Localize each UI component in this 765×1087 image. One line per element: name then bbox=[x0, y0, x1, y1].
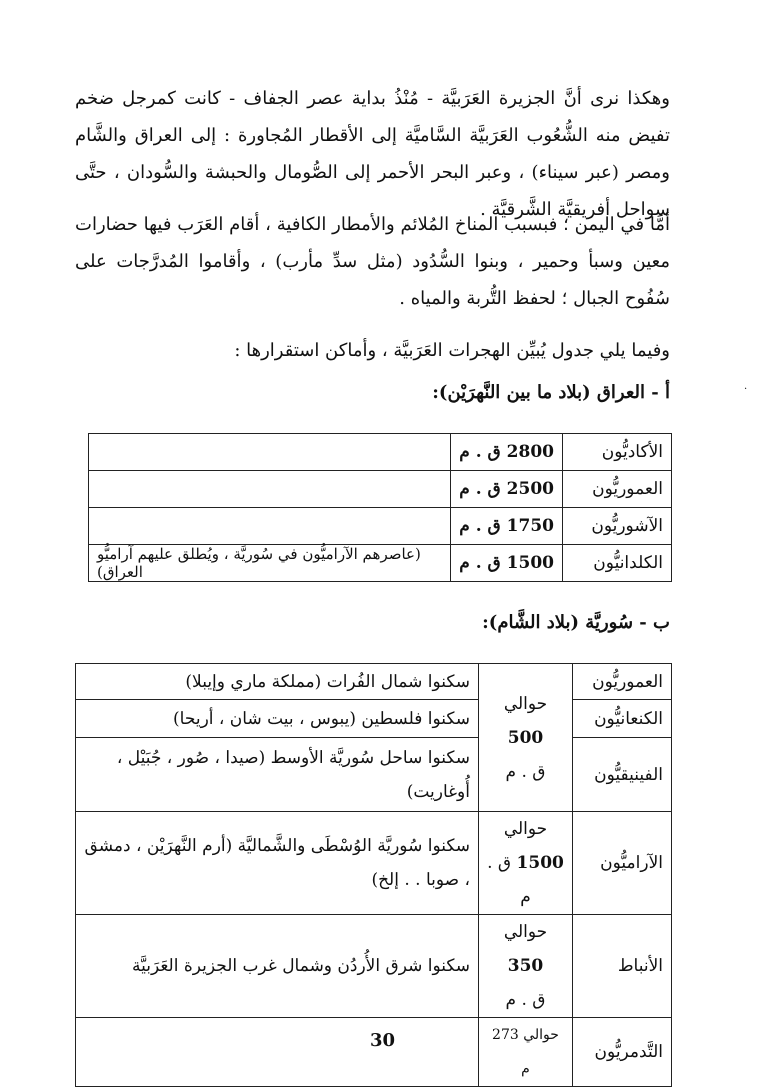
cell-date bbox=[451, 471, 563, 508]
table-syria bbox=[75, 663, 672, 1087]
table-row bbox=[76, 738, 672, 812]
date-year: 350 bbox=[507, 956, 544, 976]
cell-people: العموريُّون bbox=[563, 471, 672, 508]
page-number: 30 bbox=[369, 1030, 396, 1051]
cell-people: الآراميُّون bbox=[573, 812, 672, 915]
table-iraq bbox=[88, 433, 672, 582]
date-era: ق . م bbox=[505, 761, 546, 782]
date-year: 2500 bbox=[506, 479, 554, 499]
table-row bbox=[76, 915, 672, 1018]
date-era: ق . م bbox=[459, 516, 501, 536]
table-row bbox=[89, 545, 672, 582]
cell-people: الفينيقيُّون bbox=[573, 738, 672, 812]
table-row bbox=[76, 664, 672, 700]
cell-people: الأنباط bbox=[573, 915, 672, 1018]
margin-mark: . bbox=[744, 381, 748, 392]
date-prefix: حوالي bbox=[503, 922, 548, 942]
cell-date: حوالي 273 م bbox=[479, 1018, 573, 1087]
date-year: 500 bbox=[507, 727, 544, 748]
cell-description bbox=[76, 1018, 479, 1087]
table-row bbox=[89, 508, 672, 545]
cell-note bbox=[89, 471, 451, 508]
date-year: 1500 bbox=[506, 553, 554, 573]
cell-description: سكنوا شمال الفُرات (مملكة ماري وإيبلا) bbox=[76, 664, 479, 700]
date-prefix: حوالي bbox=[503, 819, 548, 839]
date-prefix: حوالي bbox=[503, 693, 548, 714]
cell-description: سكنوا فلسطين (يبوس ، بيت شان ، أريحا) bbox=[76, 700, 479, 738]
cell-note bbox=[89, 434, 451, 471]
cell-date bbox=[479, 915, 573, 1018]
date-year: 1750 bbox=[506, 516, 554, 536]
table-row bbox=[76, 700, 672, 738]
cell-note bbox=[89, 508, 451, 545]
cell-date bbox=[479, 664, 573, 812]
heading-syria: ب - سُوريَّة (بلاد الشَّام): bbox=[482, 612, 670, 633]
date-era: ق . م bbox=[459, 553, 501, 573]
date-era: ق . م bbox=[459, 442, 501, 462]
paragraph-arabian-peninsula: وهكذا نرى أنَّ الجزيرة العَرَبيَّة - مُنْذُ بداية عصر الجفاف - كانت كمرجل ضخم تفيض منه الشُّعُوب العَرَبيَّة السَّاميَّة إلى الأقطار المُجاورة : إلى العراق والشَّام ومصر (عبر سيناء) ، وعبر البحر الأحمر إلى الصُّومال والحبشة والسُّودان ، حتَّى سواحل أفريقيَّة الشَّرقيَّة . bbox=[75, 88, 670, 220]
date-era: ق . م bbox=[487, 853, 531, 907]
cell-description: سكنوا سُوريَّة الوُسْطَى والشَّماليَّة (أرم النَّهرَيْن ، دمشق ، صوبا . . إلخ) bbox=[76, 812, 479, 915]
table-row bbox=[89, 471, 672, 508]
heading-iraq: أ - العراق (بلاد ما بين النَّهرَيْن): bbox=[432, 382, 670, 403]
date-year: 1500 bbox=[516, 853, 564, 873]
table-row bbox=[76, 812, 672, 915]
cell-people: العموريُّون bbox=[573, 664, 672, 700]
date-era: ق . م bbox=[505, 990, 546, 1010]
cell-people: الآشوريُّون bbox=[563, 508, 672, 545]
cell-people: الأكاديُّون bbox=[563, 434, 672, 471]
cell-description: سكنوا شرق الأُردُن وشمال غرب الجزيرة العَرَبيَّة bbox=[76, 915, 479, 1018]
date-year: 2800 bbox=[506, 442, 554, 462]
cell-description: سكنوا ساحل سُوريَّة الأوسط (صيدا ، صُور ، جُبَيْل ، أُوغاريت) bbox=[76, 738, 479, 812]
table-row bbox=[89, 434, 672, 471]
cell-date bbox=[451, 508, 563, 545]
date-era: ق . م bbox=[459, 479, 501, 499]
cell-people: الكلدانيُّون bbox=[563, 545, 672, 582]
paragraph-yemen: أمَّا في اليمن ؛ فبسبب المناخ المُلائم والأمطار الكافية ، أقام العَرَب فيها حضارات معين وسبأ وحمير ، وبنوا السُّدُود (مثل سدِّ مأرب) ، وأقاموا المُدرَّجات على سُفُوح الجبال ؛ لحفظ التُّربة والمياه . bbox=[75, 214, 670, 309]
cell-date bbox=[451, 434, 563, 471]
cell-people: التَّدمريُّون bbox=[573, 1018, 672, 1087]
cell-date bbox=[479, 812, 573, 915]
cell-note: (عاصرهم الآراميُّون في سُوريَّة ، ويُطلق عليهم آراميُّو العراق) bbox=[89, 545, 451, 582]
cell-people: الكنعانيُّون bbox=[573, 700, 672, 738]
cell-date bbox=[451, 545, 563, 582]
paragraph-table-intro: وفيما يلي جدول يُبيِّن الهجرات العَرَبيَّة ، وأماكن استقرارها : bbox=[234, 340, 670, 361]
table-row bbox=[76, 1018, 672, 1087]
